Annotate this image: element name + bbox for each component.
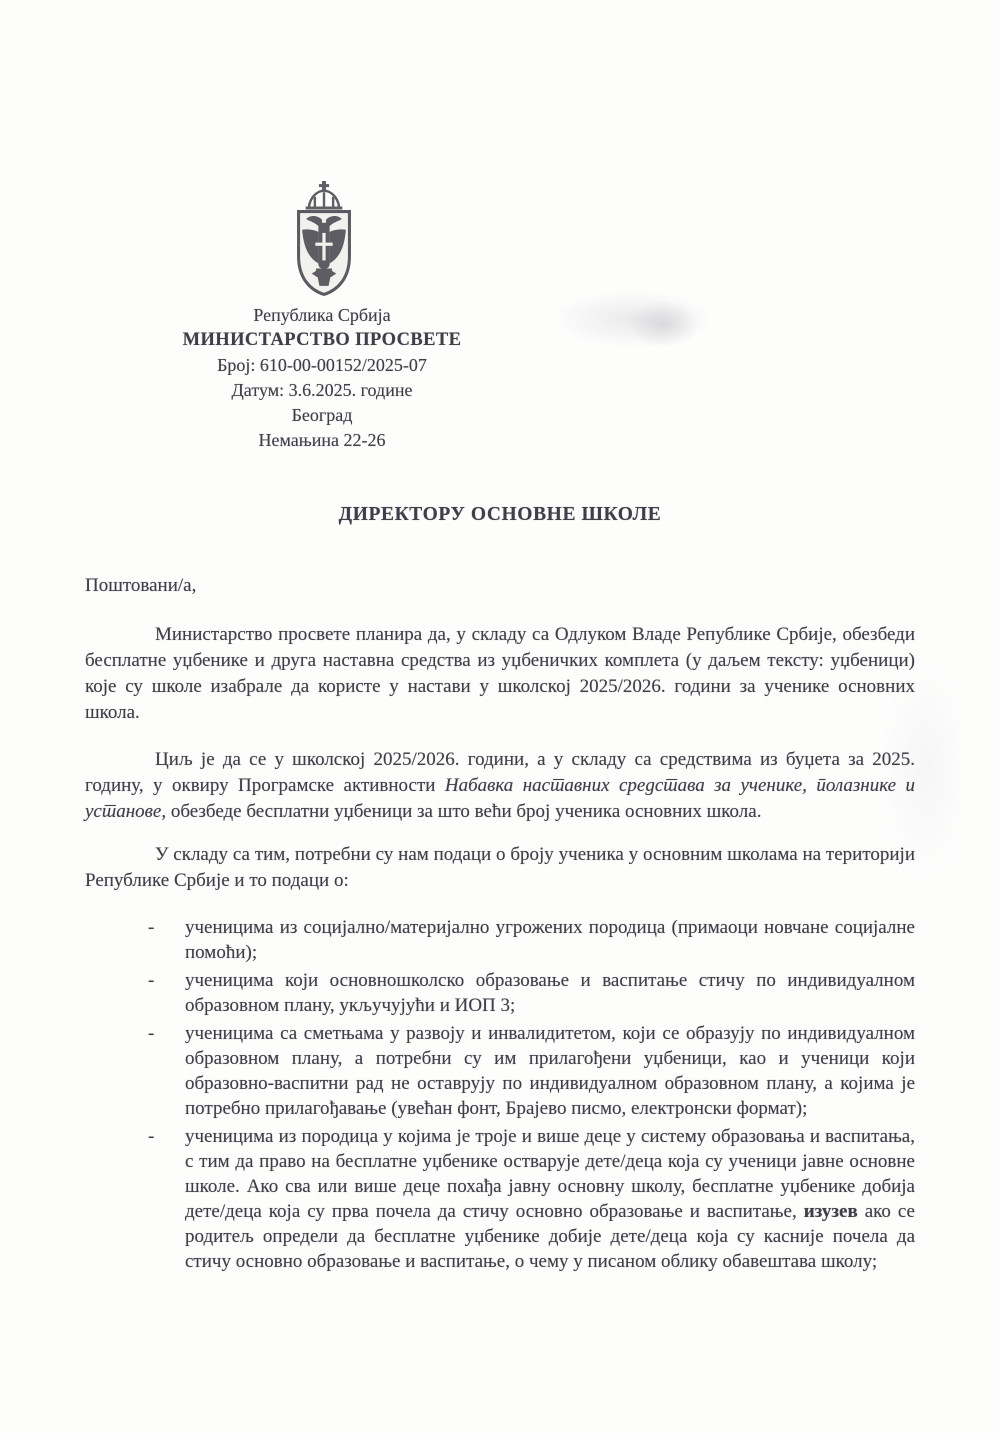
letterhead-date: Датум: 3.6.2025. године xyxy=(231,380,413,400)
list-item xyxy=(85,1021,915,1121)
list-item xyxy=(85,915,915,965)
letter-body xyxy=(85,573,915,1277)
list-item-text: ученицима који основношколско образовање и васпитање стичу по индивидуалном образовном плану, укључујући и ИОП 3; xyxy=(185,970,915,1016)
bullet-marker: - xyxy=(148,917,155,938)
paragraph-request: У складу са тим, потребни су нам подаци о броју ученика у основним школама на територији Републике Србије и то подаци о: xyxy=(85,844,915,891)
letterhead-ministry: МИНИСТАРСТВО ПРОСВЕТЕ xyxy=(182,330,462,350)
scan-smudge xyxy=(628,300,700,348)
list-item xyxy=(85,1124,915,1274)
scan-smudge xyxy=(552,290,712,348)
bullet-marker: - xyxy=(148,1126,155,1147)
bullet-marker: - xyxy=(148,970,155,991)
letterhead xyxy=(122,303,522,453)
letterhead-address: Немањина 22-26 xyxy=(258,430,386,450)
list-item-text: ученицима из породица у којима је троје и више деце у систему образовања и васпитања, с тим да право на бесплатне уџбенике остварује дете/деца која су ученици јавне основне школе. Ако сва или више деце похађа јавну основну школу, бесплатне уџбенике добија дете/деца која су прва почела да стичу основно образовање и васпитање, изузев ако се родитељ определи да бесплатне уџбенике добије дете/деца која су касније почела да стичу основно образовање и васпитање, о чему у писаном облику обавештава школу; xyxy=(185,1126,915,1272)
letterhead-city: Београд xyxy=(291,405,353,425)
data-requirements-list xyxy=(85,915,915,1274)
salutation: Поштовани/а, xyxy=(85,575,197,596)
list-item-text: ученицима са сметњама у развоју и инвалидитетом, који се образују по индивидуалном образовном плану, а потребни су им прилагођени уџбеници, као и ученици који образовно-васпитни рад не оставрују по индивидуалном образовном плану, а којима је потребно прилагођавање (увећан фонт, Брајево писмо, електронски формат); xyxy=(185,1023,915,1119)
recipient-title: ДИРЕКТОРУ ОСНОВНЕ ШКОЛЕ xyxy=(338,504,662,525)
letterhead-number: Број: 610-00-00152/2025-07 xyxy=(217,355,427,375)
serbia-coat-of-arms-icon xyxy=(291,180,357,296)
letterhead-country: Република Србија xyxy=(253,305,391,325)
paragraph-goal: Циљ је да се у школској 2025/2026. години, а у складу са средствима из буџета за 2025. годину, у оквиру Програмске активности Набавка наставних средстава за ученике, полазнике и установе, обезбеде бесплатни уџбеници за што већи број ученика основних школа. xyxy=(85,749,915,822)
paragraph-intro: Министарство просвете планира да, у складу са Одлуком Владе Републике Србије, обезбеди бесплатне уџбенике и друга наставна средства из уџбеничких комплета (у даљем тексту: уџбеници) које су школе изабрале да користе у настави у школској 2025/2026. години за ученике основних школа. xyxy=(85,624,915,723)
list-item xyxy=(85,968,915,1018)
bullet-marker: - xyxy=(148,1023,155,1044)
list-item-text: ученицима из социјално/материјално угрожених породица (примаоци новчане социјалне помоћи); xyxy=(185,917,915,963)
